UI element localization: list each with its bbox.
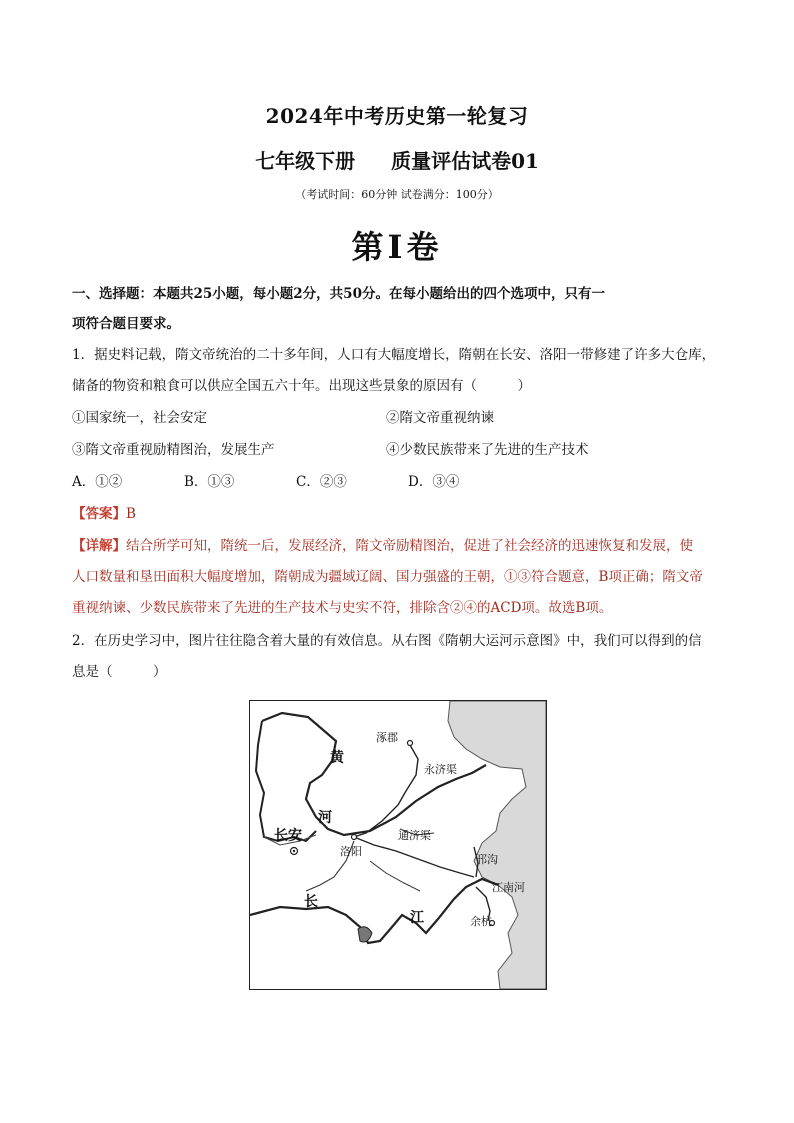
q1-explain-line2: 人口数量和垦田面积大幅度增加，隋朝成为疆域辽阔、国力强盛的王朝，①③符合题意，B项正确；隋文帝 [72,569,703,585]
q1-option-a: A．①② [72,474,123,490]
luoyang-marker [352,835,357,840]
q1-option-b: B．①③ [184,474,235,490]
map-drawing [250,701,546,989]
yellow-river-bend [256,721,316,841]
map-label-tongjiqu: 通济渠 [398,829,431,842]
q1-explain-line3: 重视纳谏、少数民族带来了先进的生产技术与史实不符，排除含②④的ACD项。故选B项。 [72,600,613,616]
tributary-2 [370,861,420,891]
q1-stem-line1: 1．据史料记载，隋文帝统治的二十多年间，人口有大幅度增长，隋朝在长安、洛阳一带修建了许多大仓库， [72,347,716,363]
sea-area [448,701,546,989]
q2-stem-line2: 息是（ ） [72,664,167,680]
map-label-chang: 长 [304,894,318,910]
q1-statement-2: ②隋文帝重视纳谏 [386,410,494,426]
paper-label: 质量评估试卷01 [391,149,539,173]
tongji-canal [354,837,474,877]
map-label-jiangnanhe: 江南河 [492,881,525,894]
lake [358,927,372,942]
part-heading: 第Ⅰ卷 [351,228,443,266]
q1-statement-4: ④少数民族带来了先进的生产技术 [386,442,589,458]
q1-option-d: D．③④ [408,474,460,490]
answer-value: B [126,506,136,522]
q1-statement-1: ①国家统一，社会安定 [72,410,207,426]
q1-option-c: C．②③ [296,474,347,490]
exam-subtitle [0,145,794,174]
map-label-changan: 长安 [274,828,302,844]
map-label-yuhang: 余杭 [470,915,492,928]
map-label-zhuojun: 涿郡 [376,731,398,744]
map-label-he: 河 [318,810,332,826]
grand-canal-map [249,700,547,990]
q1-stem-line2: 储备的物资和粮食可以供应全国五六十年。出现这些景象的原因有（ ） [72,378,531,394]
map-label-huang: 黄 [330,750,344,766]
section-instructions-line2: 项符合题目要求。 [72,316,180,332]
explain-tag: 【详解】 [72,538,126,554]
q1-answer [72,504,724,524]
changan-marker-inner [293,850,295,852]
map-label-luoyang: 洛阳 [340,845,362,858]
zhuojun-marker [408,741,413,746]
map-label-hangou: 邗沟 [476,853,498,866]
section-instructions-line1: 一、选择题：本题共25小题，每小题2分，共50分。在每小题给出的四个选项中，只有一 [72,286,605,302]
q1-statement-3: ③隋文帝重视励精图治，发展生产 [72,442,275,458]
exam-info: （考试时间：60分钟 试卷满分：100分） [295,188,499,201]
q2-stem-line1: 2．在历史学习中，图片往往隐含着大量的有效信息。从右图《隋朝大运河示意图》中，我们可以得到的信 [72,633,702,649]
q1-explain-line1 [72,536,724,556]
answer-tag: 【答案】 [72,506,126,522]
grade-label: 七年级下册 [255,149,356,173]
page-title: 2024年中考历史第一轮复习 [265,104,529,128]
map-label-jiang: 江 [410,910,424,926]
explain-text-1: 结合所学可知，隋统一后，发展经济，隋文帝励精图治，促进了社会经济的迅速恢复和发展，使 [126,538,693,554]
yangtze-river [250,879,498,943]
map-label-yongjiqu: 永济渠 [424,763,457,776]
